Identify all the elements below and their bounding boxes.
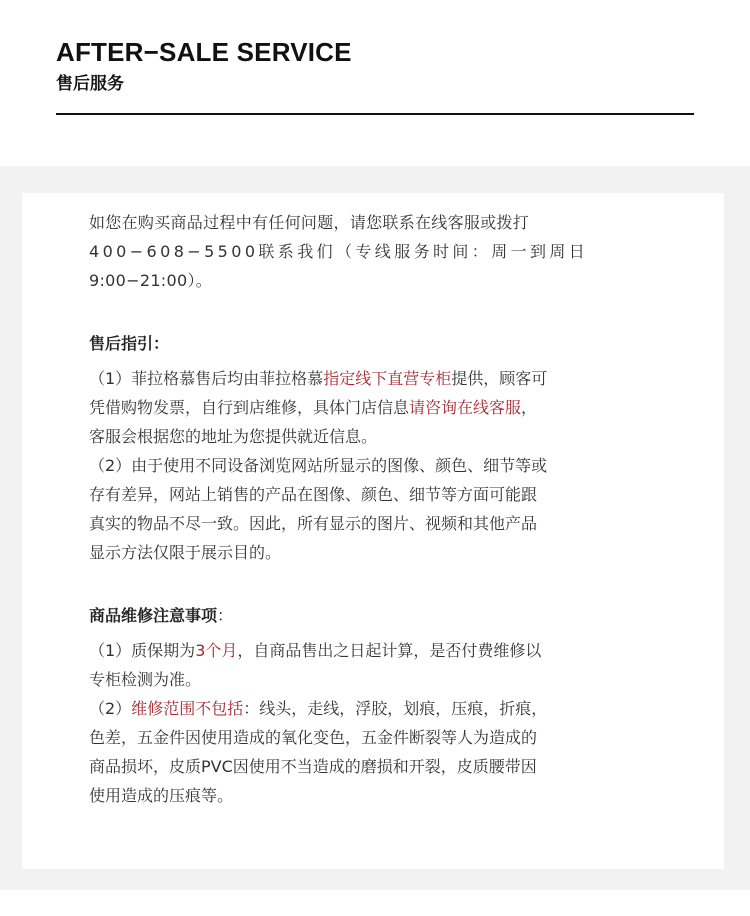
guide-text: （1）菲拉格慕售后均由菲拉格慕 — [89, 369, 324, 388]
guide-item-1-line: 客服会根据您的地址为您提供就近信息。 — [89, 427, 378, 446]
intro-hours-line: 9:00−21:00）。 — [89, 271, 213, 290]
repair-text: （1）质保期为 — [89, 641, 196, 660]
intro-phone-line: 400−608−5500联系我们（专线服务时间：周一到周日 — [89, 242, 589, 261]
repair-item-2-line: 色差，五金件因使用造成的氧化变色，五金件断裂等人为造成的 — [89, 728, 538, 747]
guide-item-2-line: 存有差异，网站上销售的产品在图像、颜色、细节等方面可能跟 — [89, 485, 538, 504]
header-divider — [56, 113, 694, 115]
repair-notes-section — [89, 596, 669, 810]
repair-item-2-line — [89, 694, 669, 723]
guide-item-2-line: 真实的物品不尽一致。因此，所有显示的图片、视频和其他产品 — [89, 514, 538, 533]
repair-item-2-line: 商品损坏，皮质PVC因使用不当造成的磨损和开裂，皮质腰带因 — [89, 757, 537, 776]
repair-heading — [89, 596, 669, 636]
guide-text: ， — [521, 398, 538, 417]
service-content — [89, 208, 669, 810]
guide-item-1-line — [89, 393, 669, 422]
guide-text: 凭借购物发票，自行到店维修，具体门店信息 — [89, 398, 410, 417]
guide-item-2-line: （2）由于使用不同设备浏览网站所显示的图像、颜色、细节等或 — [89, 456, 548, 475]
highlight-warranty-period: 3个月 — [195, 641, 238, 660]
repair-item-1-line — [89, 636, 669, 665]
highlight-exclusions: 维修范围不包括 — [131, 699, 244, 718]
after-sale-guide-section — [89, 324, 669, 567]
repair-text: ：线头，走线，浮胶，划痕，压痕，折痕， — [243, 699, 548, 718]
repair-heading-colon: ： — [217, 606, 234, 625]
guide-item-1-line — [89, 364, 669, 393]
intro-paragraph — [89, 208, 669, 295]
highlight-store-text: 指定线下直营专柜 — [323, 369, 452, 388]
highlight-online-service-text: 请咨询在线客服 — [409, 398, 522, 417]
repair-text: （2） — [89, 699, 132, 718]
guide-heading: 售后指引： — [89, 334, 170, 353]
guide-item-2-line: 显示方法仅限于展示目的。 — [89, 543, 282, 562]
repair-item-2-line: 使用造成的压痕等。 — [89, 786, 234, 805]
page-title-english: AFTER−SALE SERVICE — [56, 37, 352, 67]
guide-text: 提供，顾客可 — [451, 369, 548, 388]
page-title-chinese: 售后服务 — [56, 74, 124, 94]
intro-line: 如您在购买商品过程中有任何问题，请您联系在线客服或拨打 — [89, 213, 530, 232]
page-header — [56, 34, 694, 97]
repair-text: ，自商品售出之日起计算，是否付费维修以 — [237, 641, 542, 660]
repair-item-1-line: 专柜检测为准。 — [89, 670, 202, 689]
repair-heading-text: 商品维修注意事项 — [89, 606, 218, 625]
